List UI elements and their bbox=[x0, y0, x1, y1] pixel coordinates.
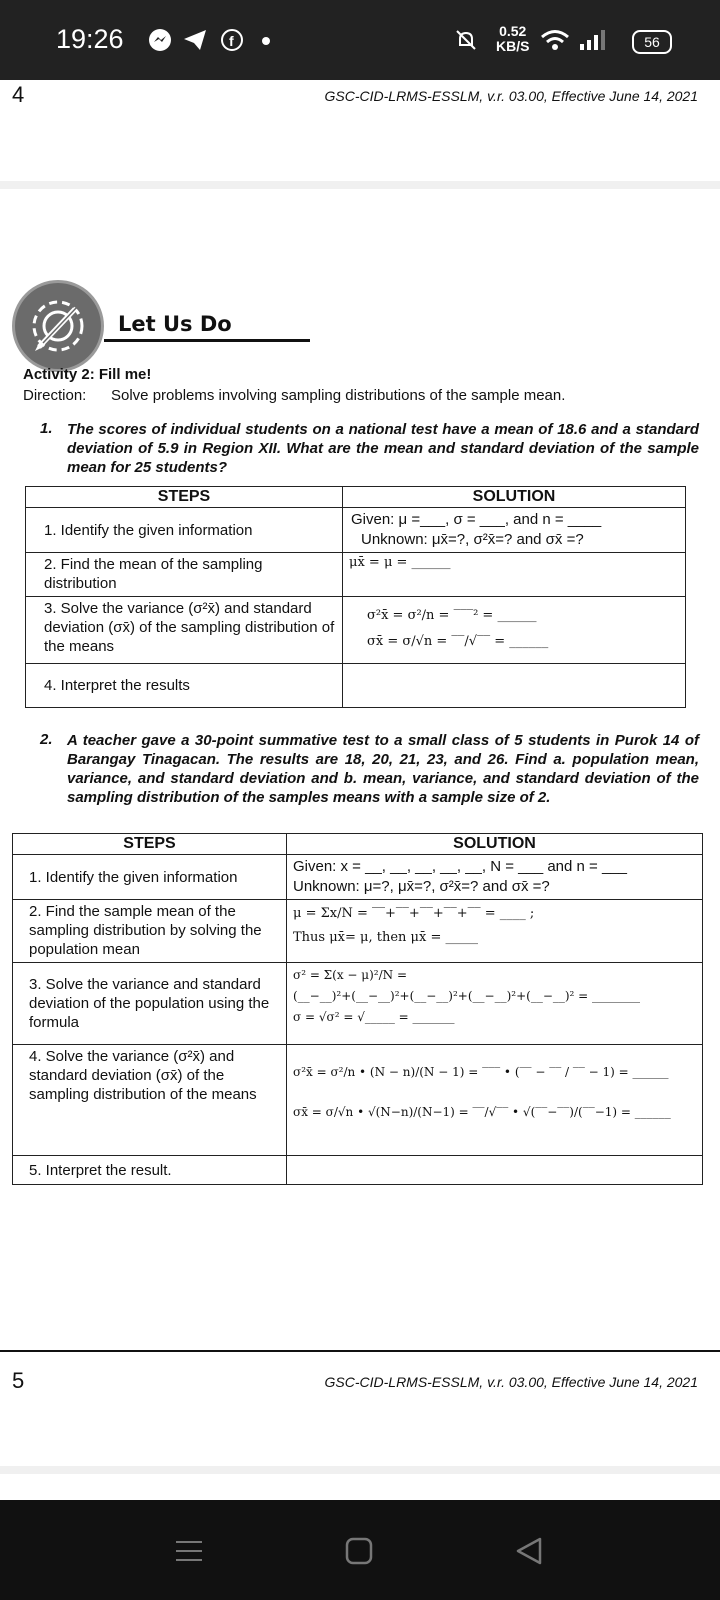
p1-given: Given: μ =___, σ = ___, and n = ____ bbox=[351, 511, 602, 528]
p2-mean-formula: μ = Σx/N = ‾‾+‾‾+‾‾+‾‾+‾‾ = ____ ; bbox=[293, 906, 535, 921]
activity-title: Activity 2: Fill me! bbox=[23, 366, 152, 383]
mute-bell-icon bbox=[454, 28, 478, 52]
footer-code-bottom: GSC-CID-LRMS-ESSLM, v.r. 03.00, Effective June 14, 2021 bbox=[324, 1374, 698, 1390]
p2-given: Given: x = __, __, __, __, __, N = ___ and n = ___ bbox=[293, 858, 627, 875]
problem2-number: 2. bbox=[40, 731, 53, 748]
p2-step-5: 5. Interpret the result. bbox=[13, 1156, 287, 1185]
svg-text:f: f bbox=[229, 33, 234, 49]
problem2-table bbox=[12, 833, 703, 1185]
direction-text: Solve problems involving sampling distributions of the sample mean. bbox=[111, 387, 566, 404]
page-number-bottom: 5 bbox=[12, 1368, 25, 1393]
section-title: Let Us Do bbox=[118, 312, 232, 336]
problem1-number: 1. bbox=[40, 420, 53, 437]
p1-sd-formula: σx̄ = σ/√n = ‾‾/√‾‾ = ______ bbox=[367, 634, 549, 649]
p2-sampling-sd-formula: σx̄ = σ/√n • √(N−n)/(N−1) = ‾‾/√‾‾ • √(‾‾−‾‾)/(‾‾−1) = ______ bbox=[293, 1105, 671, 1119]
p2-step-2: 2. Find the sample mean of the sampling distribution by solving the population mean bbox=[13, 900, 287, 963]
p1-variance-formula: σ²x̄ = σ²/n = ‾‾‾² = ______ bbox=[367, 608, 537, 623]
page-separator-bottom bbox=[0, 1466, 720, 1474]
p2-sampling-variance-formula: σ²x̄ = σ²/n • (N − n)/(N − 1) = ‾‾‾ • (‾‾ − ‾‾ / ‾‾ − 1) = ______ bbox=[293, 1065, 669, 1079]
navigation-bar bbox=[0, 1500, 720, 1600]
facebook-icon bbox=[220, 28, 244, 52]
p2-interpretation-answer[interactable] bbox=[287, 1156, 703, 1185]
net-speed bbox=[496, 24, 529, 54]
p1-interpretation-answer[interactable] bbox=[343, 664, 686, 708]
net-speed-unit: KB/S bbox=[496, 38, 530, 54]
p2-mean-conclusion: Thus μx̄= μ, then μx̄ = _____ bbox=[293, 930, 478, 945]
p2-step-3: 3. Solve the variance and standard deviation of the population using the formula bbox=[13, 963, 287, 1045]
messenger-icon bbox=[148, 28, 172, 52]
page-separator bbox=[0, 181, 720, 189]
steps-header: STEPS bbox=[13, 834, 287, 855]
p2-variance-formula: σ² = Σ(x − μ)²/N = bbox=[293, 968, 408, 982]
p1-unknown: Unknown: μx̄=?, σ²x̄=? and σx̄ =? bbox=[361, 531, 584, 548]
p2-unknown: Unknown: μ=?, μx̄=?, σ²x̄=? and σx̄ =? bbox=[293, 878, 550, 895]
wifi-icon bbox=[540, 28, 570, 52]
gear-pencil-icon bbox=[12, 280, 104, 372]
clock: 19:26 bbox=[56, 24, 124, 54]
problem1-text: The scores of individual students on a national test have a mean of 18.6 and a standard deviation of 5.9 in Region XII. What are the mean and standard deviation of the sample mean for 25 students? bbox=[67, 421, 699, 476]
net-speed-value: 0.52 bbox=[499, 23, 527, 39]
footer-code-top: GSC-CID-LRMS-ESSLM, v.r. 03.00, Effective June 14, 2021 bbox=[324, 88, 698, 104]
p1-step-4: 4. Interpret the results bbox=[26, 664, 343, 708]
dot-icon bbox=[260, 28, 272, 52]
telegram-icon bbox=[182, 28, 208, 52]
direction-label: Direction: bbox=[23, 387, 87, 404]
solution-header: SOLUTION bbox=[343, 487, 686, 508]
page-number-top: 4 bbox=[12, 82, 25, 107]
p1-mean-formula: μx̄ = μ = ______ bbox=[343, 553, 686, 597]
problem2-text: A teacher gave a 30-point summative test to a small class of 5 students in Purok 14 of Barangay Tinagacan. The results are 18, 20, 21, 23, and 26. Find a. population mean, variance, and standard deviation and b. mean, variance, and standard deviation of the sampling distribution of the samples means with a sample size of 2. bbox=[67, 732, 699, 806]
steps-header: STEPS bbox=[26, 487, 343, 508]
p2-step-1: 1. Identify the given information bbox=[13, 855, 287, 900]
battery-indicator: 56 bbox=[632, 30, 672, 54]
p2-sd-formula: σ = √σ² = √_____ = _______ bbox=[293, 1010, 455, 1024]
back-icon[interactable] bbox=[514, 1536, 544, 1566]
p1-step-3: 3. Solve the variance (σ²x̄) and standard deviation (σx̄) of the sampling distribution of the means bbox=[26, 597, 343, 664]
signal-icon bbox=[578, 28, 608, 52]
recent-apps-icon[interactable] bbox=[174, 1536, 204, 1566]
status-bar bbox=[0, 0, 720, 80]
solution-header: SOLUTION bbox=[287, 834, 703, 855]
p1-step-2: 2. Find the mean of the sampling distribution bbox=[26, 553, 343, 597]
p1-step-1: 1. Identify the given information bbox=[26, 508, 343, 553]
p2-variance-work: (__−__)²+(__−__)²+(__−__)²+(__−__)²+(__−__)² = ________ bbox=[293, 989, 641, 1003]
page-top-rule bbox=[0, 1350, 720, 1352]
p2-step-4: 4. Solve the variance (σ²x̄) and standard deviation (σx̄) of the sampling distribution of the means bbox=[13, 1045, 287, 1156]
problem1-table bbox=[25, 486, 686, 708]
title-underline bbox=[104, 339, 310, 342]
home-icon[interactable] bbox=[344, 1536, 374, 1566]
